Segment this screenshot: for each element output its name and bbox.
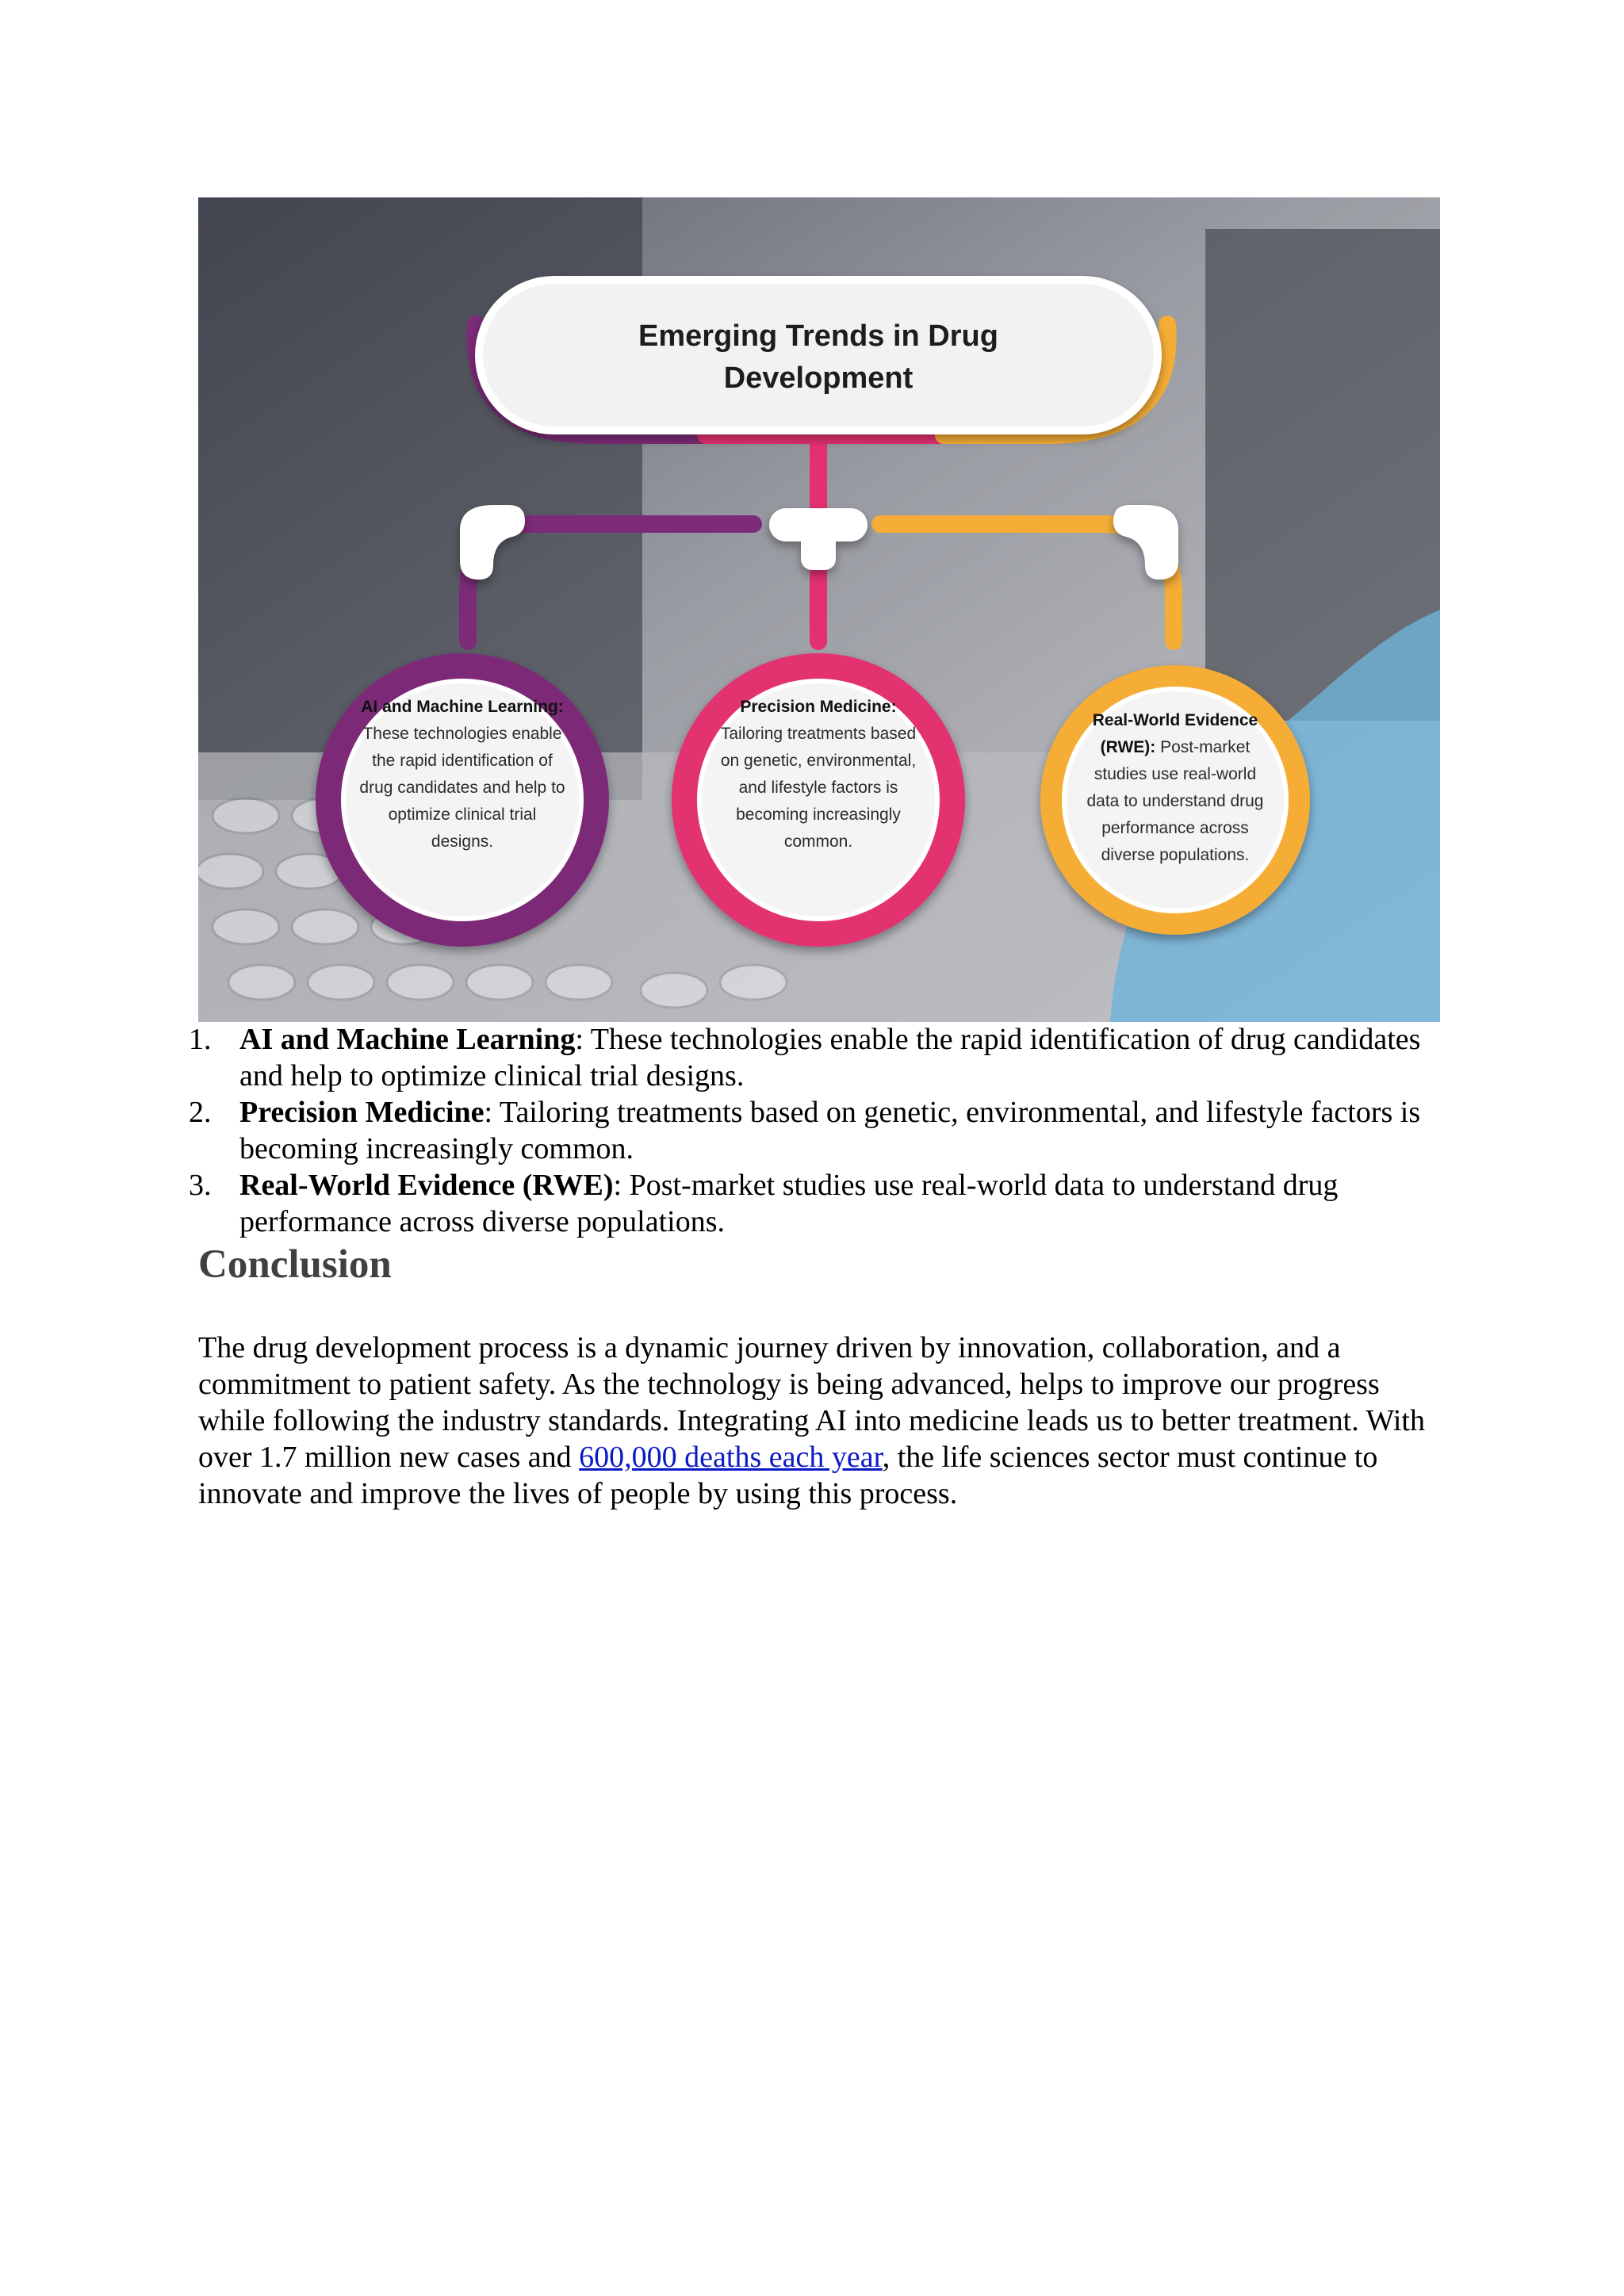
trends-list	[182, 1021, 1467, 1240]
list-number: 3.	[189, 1169, 212, 1202]
infographic-graphic	[198, 197, 1440, 1022]
infographic-title-line1: Emerging Trends in Drug	[638, 320, 998, 353]
circle-heading: Real-World Evidence (RWE):	[1092, 711, 1258, 756]
conclusion-heading: Conclusion	[198, 1242, 392, 1287]
infographic-title-line2: Development	[723, 362, 914, 395]
list-text: : These technologies enable the rapid identification of drug candidates and help to optimize clinical trial designs.	[239, 1023, 1421, 1093]
list-text: : Tailoring treatments based on genetic, environmental, and lifestyle factors is becoming increasingly common.	[239, 1096, 1421, 1165]
circle-heading: Precision Medicine:	[740, 698, 897, 716]
conclusion-text: The drug development process is a dynamic journey driven by innovation, collaboration, and a commitment to patient safety. As the technology is being advanced, helps to improve our progress while following the industry standards. Integrating AI into medicine leads us to better treatment. With over 1.7 million new cases and	[198, 1331, 1425, 1474]
circle-body: These technologies enable the rapid identification of drug candidates and help to optimize clinical trial designs.	[359, 725, 565, 851]
list-text: : Post-market studies use real-world data to understand drug performance across diverse populations.	[239, 1169, 1339, 1238]
circle-heading: AI and Machine Learning:	[361, 698, 564, 716]
deaths-statistic-link[interactable]: 600,000 deaths each year	[579, 1441, 883, 1474]
conclusion-paragraph	[198, 1330, 1451, 1512]
list-item	[182, 1021, 1467, 1094]
list-term: AI and Machine Learning	[239, 1023, 576, 1056]
list-number: 2.	[189, 1096, 212, 1129]
circle-text-rwe	[1080, 707, 1270, 869]
circle-body: Tailoring treatments based on genetic, environmental, and lifestyle factors is becoming increasingly common.	[720, 725, 917, 851]
circle-text-precision-medicine	[714, 694, 923, 855]
list-term: Real-World Evidence (RWE)	[239, 1169, 614, 1202]
title-pill	[468, 277, 1169, 443]
circle-body: Post-market studies use real-world data to understand drug performance across diverse populations.	[1086, 738, 1264, 864]
trends-infographic	[198, 197, 1440, 1022]
conclusion-text-end: , the life sciences sector must continue to innovate and improve the lives of people by using this process.	[198, 1441, 1378, 1510]
list-number: 1.	[189, 1023, 212, 1056]
circle-text-ai-ml	[357, 694, 568, 855]
list-term: Precision Medicine	[239, 1096, 485, 1129]
list-item	[182, 1094, 1467, 1167]
list-item	[182, 1167, 1467, 1240]
